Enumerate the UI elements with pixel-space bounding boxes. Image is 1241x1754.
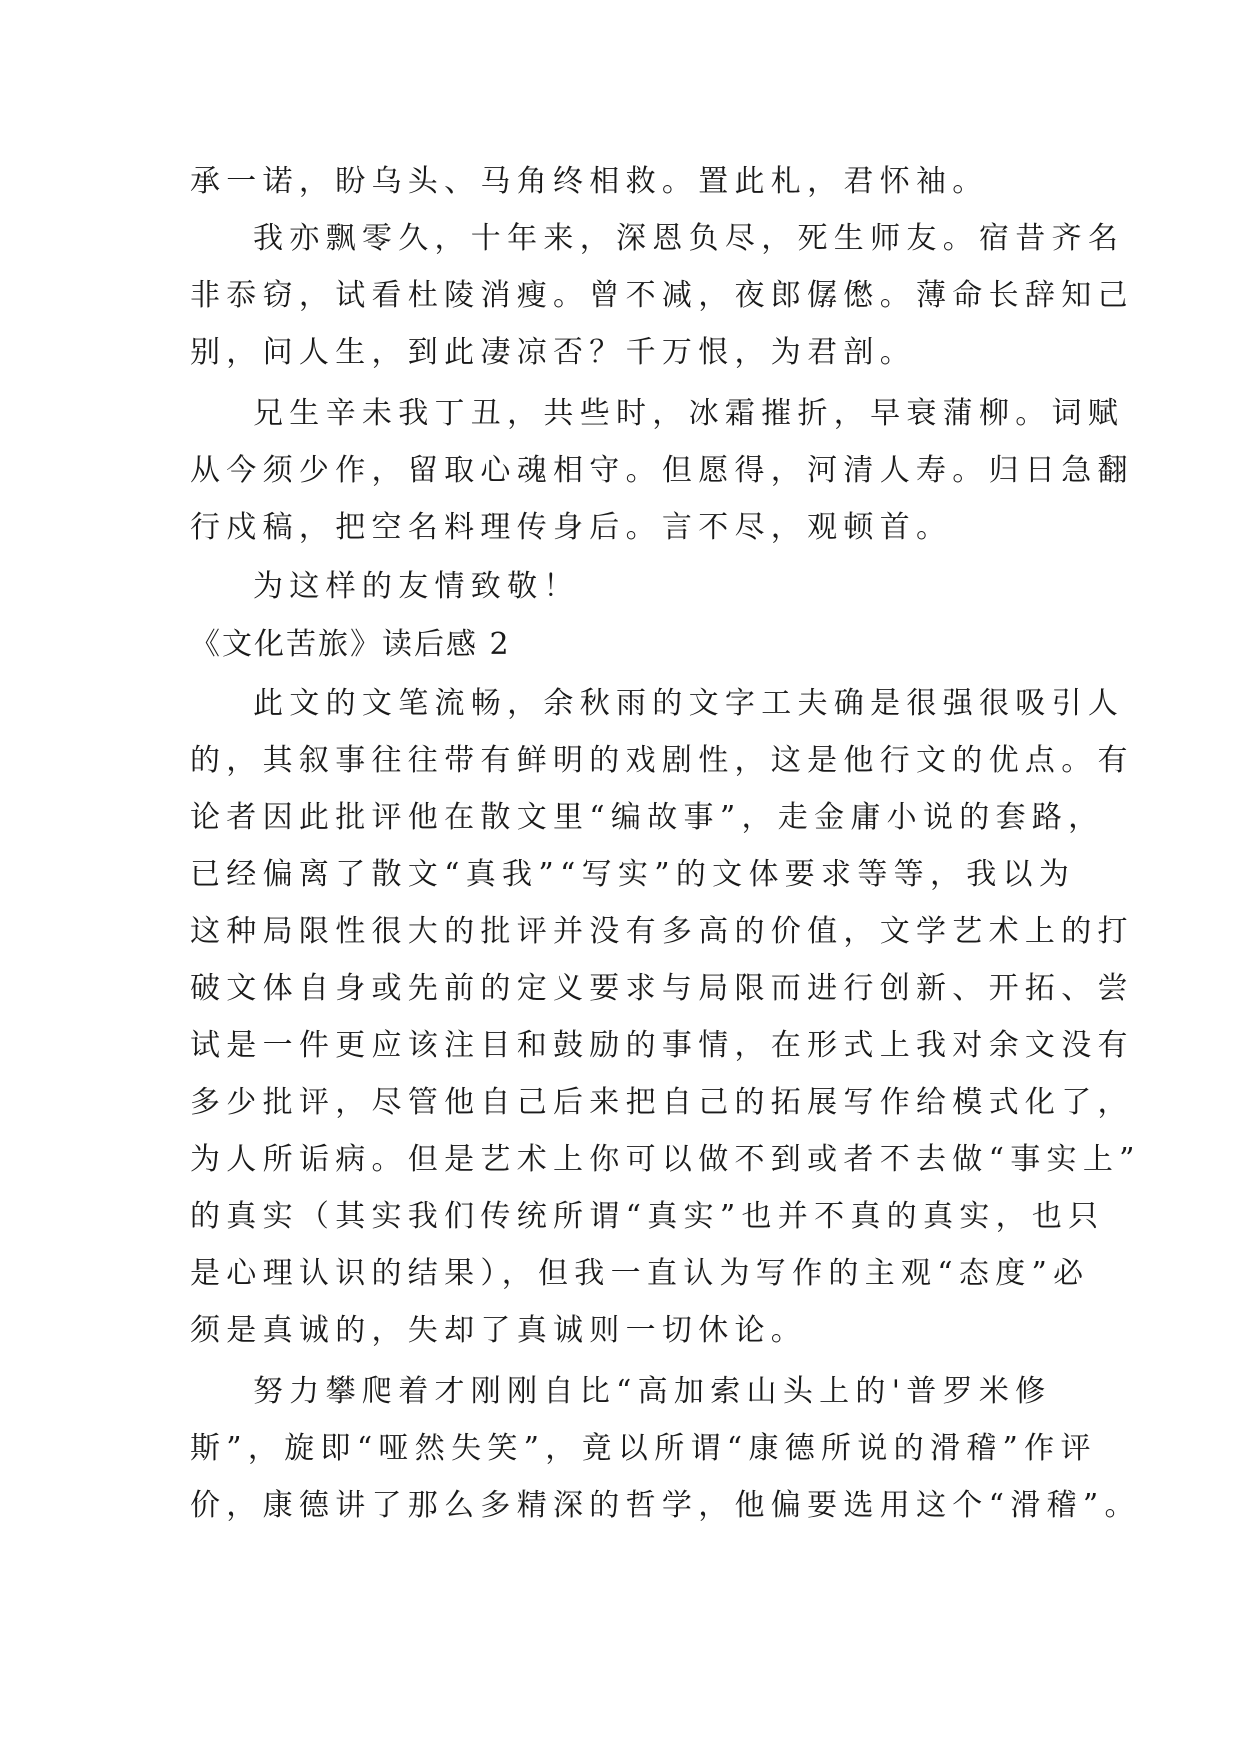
text-line: 的真实（其实我们传统所谓“真实”也并不真的真实，也只 [190,1199,1105,1234]
text-line: 破文体自身或先前的定义要求与局限而进行创新、开拓、尝 [190,971,1134,1006]
text-line: 为人所诟病。但是艺术上你可以做不到或者不去做“事实上” [190,1142,1141,1177]
text-line: 这种局限性很大的批评并没有多高的价值，文学艺术上的打 [190,914,1134,949]
text-line: 行戍稿，把空名料理传身后。言不尽，观顿首。 [190,510,953,545]
text-line: 多少批评，尽管他自己后来把自己的拓展写作给模式化了， [190,1085,1134,1120]
text-line: 别，问人生，到此凄凉否？千万恨，为君剖。 [190,335,916,370]
section-title: 《文化苦旅》读后感 2 [190,627,511,662]
text-line: 是心理认识的结果），但我一直认为写作的主观“态度”必 [190,1256,1090,1291]
text-line: 论者因此批评他在散文里“编故事”，走金庸小说的套路， [190,800,1105,835]
text-line: 兄生辛未我丁丑，共些时，冰霜摧折，早衰蒲柳。词赋 [253,396,1125,431]
text-line: 斯”，旋即“哑然失笑”，竟以所谓“康德所说的滑稽”作评 [190,1431,1097,1466]
text-line: 价，康德讲了那么多精深的哲学，他偏要选用这个“滑稽”。 [190,1488,1141,1523]
text-line: 非忝窃，试看杜陵消瘦。曾不减，夜郎僝僽。薄命长辞知己 [190,278,1134,313]
text-line: 我亦飘零久，十年来，深恩负尽，死生师友。宿昔齐名 [253,221,1125,256]
text-line: 努力攀爬着才刚刚自比“高加索山头上的'普罗米修 [253,1374,1052,1409]
text-line: 试是一件更应该注目和鼓励的事情，在形式上我对余文没有 [190,1028,1134,1063]
text-line: 须是真诚的，失却了真诚则一切休论。 [190,1313,808,1348]
text-line: 承一诺，盼乌头、马角终相救。置此札，君怀袖。 [190,164,989,199]
text-line: 已经偏离了散文“真我”“写实”的文体要求等等，我以为 [190,857,1076,892]
text-line: 从今须少作，留取心魂相守。但愿得，河清人寿。归日急翻 [190,453,1134,488]
text-line: 的，其叙事往往带有鲜明的戏剧性，这是他行文的优点。有 [190,743,1134,778]
text-line: 为这样的友情致敬！ [253,569,580,604]
text-line: 此文的文笔流畅，余秋雨的文字工夫确是很强很吸引人 [253,686,1125,721]
